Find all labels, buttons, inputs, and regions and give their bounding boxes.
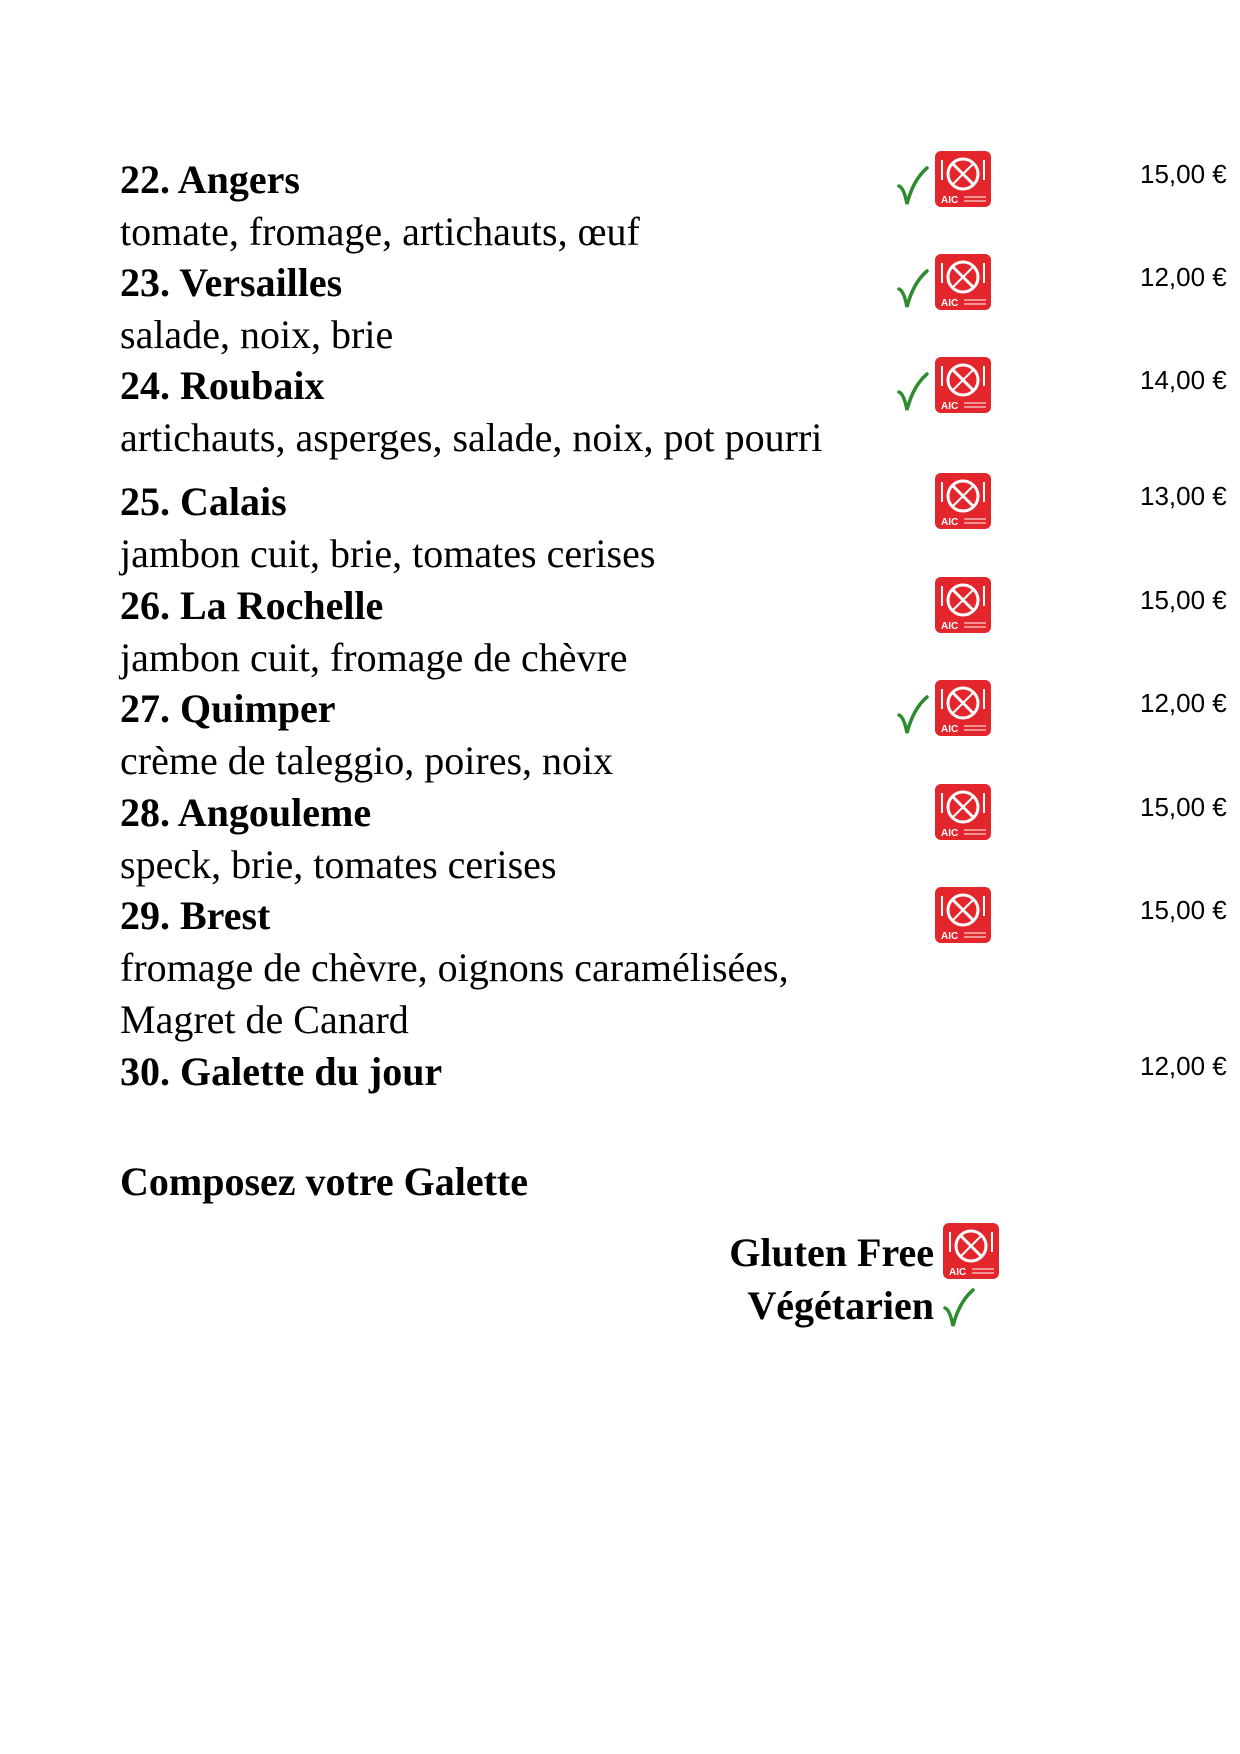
menu-item-description: jambon cuit, brie, tomates cerises xyxy=(120,531,656,576)
menu-item xyxy=(120,580,1227,684)
menu-item-title: 26. La Rochelle xyxy=(120,583,384,628)
gluten-free-badge-icon xyxy=(942,1222,1000,1285)
menu-item-title: 29. Brest xyxy=(120,893,271,938)
gluten-free-badge-icon xyxy=(934,783,992,841)
svg-text:AIC: AIC xyxy=(941,517,959,528)
menu-item-price: 15,00 € xyxy=(1140,895,1227,925)
legend-vegetarian xyxy=(600,1278,1000,1338)
legend-gluten-free-label: Gluten Free xyxy=(729,1230,934,1275)
vegetarian-check-icon xyxy=(896,267,930,311)
svg-text:AIC: AIC xyxy=(941,401,959,412)
menu-item-price: 12,00 € xyxy=(1140,262,1227,292)
svg-text:AIC: AIC xyxy=(941,724,959,735)
compose-heading: Composez votre Galette xyxy=(120,1159,529,1204)
menu-item xyxy=(120,257,1227,361)
menu-item xyxy=(120,787,1227,891)
menu-item-description: fromage de chèvre, oignons caramélisées, xyxy=(120,945,789,990)
menu-item-description: artichauts, asperges, salade, noix, pot pourri xyxy=(120,415,823,460)
menu-item-price: 12,00 € xyxy=(1140,688,1227,718)
gluten-free-badge-icon xyxy=(934,253,992,311)
gluten-free-badge-icon xyxy=(934,576,992,634)
svg-text:AIC: AIC xyxy=(941,931,959,942)
menu-item-title: 23. Versailles xyxy=(120,260,343,305)
menu-item xyxy=(120,890,1227,1046)
svg-text:AIC: AIC xyxy=(941,828,959,839)
menu-item-title: 24. Roubaix xyxy=(120,363,325,408)
menu-item-title: 28. Angouleme xyxy=(120,790,372,835)
menu-item-title: 30. Galette du jour xyxy=(120,1049,443,1094)
menu-item-price: 13,00 € xyxy=(1140,481,1227,511)
gluten-free-badge-icon xyxy=(934,150,992,208)
vegetarian-check-icon xyxy=(942,1286,976,1335)
gluten-free-badge-icon xyxy=(934,679,992,737)
menu-item xyxy=(120,476,1227,580)
menu-item xyxy=(120,1046,1227,1098)
menu-item-description: crème de taleggio, poires, noix xyxy=(120,738,614,783)
legend-vegetarian-label: Végétarien xyxy=(747,1283,934,1328)
menu-item-description: Magret de Canard xyxy=(120,997,409,1042)
menu-item xyxy=(120,360,1227,464)
svg-text:AIC: AIC xyxy=(941,298,959,309)
menu-item-price: 15,00 € xyxy=(1140,792,1227,822)
vegetarian-check-icon xyxy=(896,164,930,208)
menu-item-price: 15,00 € xyxy=(1140,159,1227,189)
gluten-free-badge-icon xyxy=(934,886,992,944)
menu-item-description: tomate, fromage, artichauts, œuf xyxy=(120,209,640,254)
gluten-free-badge-icon xyxy=(934,472,992,530)
menu-item-title: 25. Calais xyxy=(120,479,287,524)
menu-item-title: 27. Quimper xyxy=(120,686,336,731)
menu-item-description: salade, noix, brie xyxy=(120,312,394,357)
svg-text:AIC: AIC xyxy=(941,195,959,206)
gluten-free-badge-icon xyxy=(934,356,992,414)
menu-item-description: jambon cuit, fromage de chèvre xyxy=(120,635,628,680)
svg-text:AIC: AIC xyxy=(941,621,959,632)
svg-text:AIC: AIC xyxy=(949,1267,967,1278)
vegetarian-check-icon xyxy=(896,370,930,414)
menu-item-title: 22. Angers xyxy=(120,157,300,202)
menu-item-price: 14,00 € xyxy=(1140,365,1227,395)
menu-item-price: 15,00 € xyxy=(1140,585,1227,615)
menu-item xyxy=(120,683,1227,787)
menu-item-price: 12,00 € xyxy=(1140,1051,1227,1081)
menu-item xyxy=(120,154,1227,258)
menu-item-description: speck, brie, tomates cerises xyxy=(120,842,557,887)
vegetarian-check-icon xyxy=(896,693,930,737)
legend-gluten-free xyxy=(600,1225,1000,1285)
